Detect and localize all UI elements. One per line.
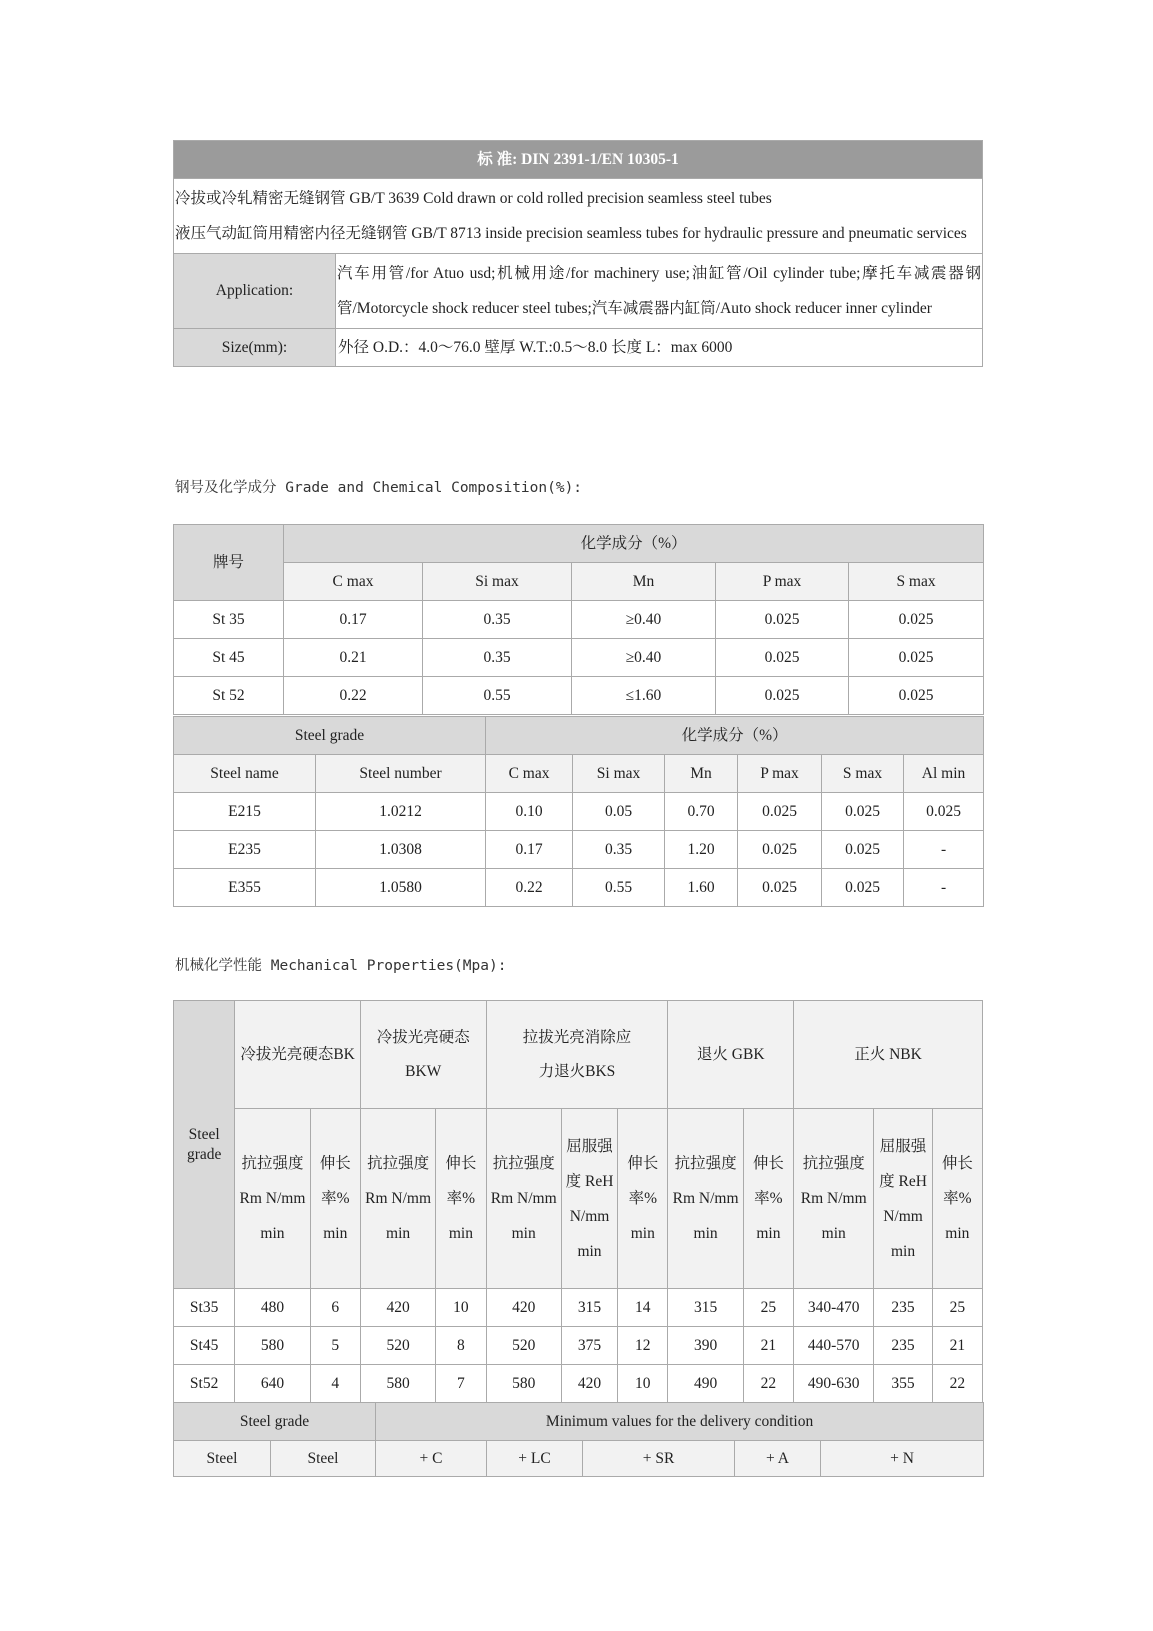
mech-sub-rm: 抗拉强度Rm N/mm min <box>486 1109 561 1289</box>
cell: 0.22 <box>486 869 573 907</box>
chem2-col: Mn <box>665 755 738 793</box>
cell: 520 <box>486 1327 561 1365</box>
cell: 0.10 <box>486 793 573 831</box>
delivery-table <box>173 1402 984 1477</box>
cell: 22 <box>932 1365 982 1403</box>
cell: 0.025 <box>716 601 849 639</box>
mech-grade-label: Steel grade <box>174 1001 235 1289</box>
cell: 1.0212 <box>316 793 486 831</box>
cell: 5 <box>310 1327 360 1365</box>
cell: E355 <box>174 869 316 907</box>
cell: 315 <box>561 1289 617 1327</box>
cell: 1.0308 <box>316 831 486 869</box>
cell: E215 <box>174 793 316 831</box>
mech-sub-rm: 抗拉强度Rm N/mm min <box>668 1109 743 1289</box>
cell: 580 <box>235 1327 310 1365</box>
chem2-col: C max <box>486 755 573 793</box>
cell: 22 <box>743 1365 793 1403</box>
chem2-col: Al min <box>904 755 984 793</box>
cell: 0.35 <box>423 639 572 677</box>
cell: 1.20 <box>665 831 738 869</box>
cell: 0.35 <box>573 831 665 869</box>
cell: 390 <box>668 1327 743 1365</box>
cell: St52 <box>174 1365 235 1403</box>
cell: 4 <box>310 1365 360 1403</box>
cell: 0.17 <box>284 601 423 639</box>
cell: 12 <box>618 1327 668 1365</box>
table-row <box>174 869 984 907</box>
cell: 0.22 <box>284 677 423 715</box>
cell: 0.05 <box>573 793 665 831</box>
cell: 1.60 <box>665 869 738 907</box>
chem1-col: S max <box>849 563 984 601</box>
mech-sub-reh: 屈服强度 ReH N/mm min <box>874 1109 932 1289</box>
size-value: 外径 O.D.：4.0～76.0 壁厚 W.T.:0.5～8.0 长度 L：max 6000 <box>336 329 983 367</box>
chem-table-1-block <box>173 524 983 715</box>
chem1-col: Si max <box>423 563 572 601</box>
cell: 480 <box>235 1289 310 1327</box>
mech-sub-elong: 伸长率% min <box>310 1109 360 1289</box>
cell: 580 <box>486 1365 561 1403</box>
chem1-col: C max <box>284 563 423 601</box>
cell: 21 <box>743 1327 793 1365</box>
mech-sub-rm: 抗拉强度Rm N/mm min <box>360 1109 435 1289</box>
cell: St 52 <box>174 677 284 715</box>
mech-sub-elong: 伸长率% min <box>743 1109 793 1289</box>
chem2-col: Steel name <box>174 755 316 793</box>
delivery-table-block <box>173 1402 983 1477</box>
cell: 0.55 <box>573 869 665 907</box>
chem-table-1 <box>173 524 984 715</box>
chem-table-2-block <box>173 716 983 907</box>
cell: 580 <box>360 1365 435 1403</box>
cell: 8 <box>436 1327 486 1365</box>
delivery-grade-label: Steel grade <box>174 1403 376 1441</box>
chem1-col: Mn <box>572 563 716 601</box>
cell: 25 <box>932 1289 982 1327</box>
cell: 0.55 <box>423 677 572 715</box>
mech-heading: 机械化学性能 Mechanical Properties(Mpa): <box>175 958 507 974</box>
cell: 0.025 <box>738 793 822 831</box>
cell: 0.21 <box>284 639 423 677</box>
cell: 14 <box>618 1289 668 1327</box>
cell: 340-470 <box>794 1289 874 1327</box>
standard-header: 标 准: DIN 2391-1/EN 10305-1 <box>174 141 983 179</box>
cell: 440-570 <box>794 1327 874 1365</box>
table-row <box>174 677 984 715</box>
cell: 0.70 <box>665 793 738 831</box>
table-row <box>174 793 984 831</box>
chem2-col: Steel number <box>316 755 486 793</box>
cell: 7 <box>436 1365 486 1403</box>
cell: 0.025 <box>822 793 904 831</box>
cell: 6 <box>310 1289 360 1327</box>
cell: ≤1.60 <box>572 677 716 715</box>
chem2-col: P max <box>738 755 822 793</box>
chem2-col: S max <box>822 755 904 793</box>
mech-table-block <box>173 1000 983 1403</box>
cell: 235 <box>874 1327 932 1365</box>
chem1-group-label: 化学成分（%） <box>284 525 984 563</box>
cell: 640 <box>235 1365 310 1403</box>
delivery-col: + A <box>735 1441 821 1477</box>
cell: 235 <box>874 1289 932 1327</box>
mech-sub-rm: 抗拉强度Rm N/mm min <box>794 1109 874 1289</box>
cell: 315 <box>668 1289 743 1327</box>
delivery-title: Minimum values for the delivery condition <box>376 1403 984 1441</box>
cell: 0.025 <box>822 831 904 869</box>
chem2-group-label: 化学成分（%） <box>486 717 984 755</box>
mech-sub-elong: 伸长率% min <box>618 1109 668 1289</box>
mech-sub-elong: 伸长率% min <box>932 1109 982 1289</box>
cell: 0.025 <box>716 639 849 677</box>
mech-group-bk: 冷拔光亮硬态BK <box>235 1001 361 1109</box>
table-row <box>174 1327 983 1365</box>
delivery-col: + N <box>821 1441 984 1477</box>
delivery-col: + SR <box>583 1441 735 1477</box>
application-value: 汽车用管/for Atuo usd;机械用途/for machinery use;油缸管/Oil cylinder tube;摩托车减震器钢管/Motorcycle shock reducer steel tubes;汽车减震器内缸筒/Auto shock reducer inner cylinder <box>336 254 983 329</box>
cell: 0.025 <box>849 677 984 715</box>
standard-block <box>173 140 983 367</box>
chem1-grade-label: 牌号 <box>174 525 284 601</box>
cell: St 45 <box>174 639 284 677</box>
cell: St45 <box>174 1327 235 1365</box>
table-row <box>174 1365 983 1403</box>
cell: 0.025 <box>849 639 984 677</box>
delivery-col: + LC <box>487 1441 583 1477</box>
chem1-col: P max <box>716 563 849 601</box>
cell: 0.17 <box>486 831 573 869</box>
cell: 355 <box>874 1365 932 1403</box>
cell: 420 <box>561 1365 617 1403</box>
table-row <box>174 639 984 677</box>
mech-sub-elong: 伸长率% min <box>436 1109 486 1289</box>
chem2-grade-label: Steel grade <box>174 717 486 755</box>
cell: St35 <box>174 1289 235 1327</box>
mech-group-nbk: 正火 NBK <box>794 1001 983 1109</box>
delivery-col: Steel <box>271 1441 376 1477</box>
delivery-col: + C <box>376 1441 487 1477</box>
table-row <box>174 601 984 639</box>
cell: 0.025 <box>849 601 984 639</box>
cell: 520 <box>360 1327 435 1365</box>
cell: 25 <box>743 1289 793 1327</box>
mech-group-bkw: 冷拔光亮硬态BKW <box>360 1001 486 1109</box>
cell: 10 <box>436 1289 486 1327</box>
mech-group-gbk: 退火 GBK <box>668 1001 794 1109</box>
table-row <box>174 831 984 869</box>
standard-table <box>173 140 983 367</box>
cell: 420 <box>486 1289 561 1327</box>
cell: 0.35 <box>423 601 572 639</box>
application-label: Application: <box>174 254 336 329</box>
cell: - <box>904 831 984 869</box>
cell: ≥0.40 <box>572 601 716 639</box>
standard-desc-2: 液压气动缸筒用精密内径无缝钢管 GB/T 8713 inside precision seamless tubes for hydraulic pressure and pneumatic services <box>175 225 967 242</box>
cell: 0.025 <box>904 793 984 831</box>
cell: 420 <box>360 1289 435 1327</box>
cell: 10 <box>618 1365 668 1403</box>
mech-table <box>173 1000 983 1403</box>
delivery-col: Steel <box>174 1441 271 1477</box>
cell: E235 <box>174 831 316 869</box>
cell: 490 <box>668 1365 743 1403</box>
cell: ≥0.40 <box>572 639 716 677</box>
standard-desc <box>174 179 983 254</box>
cell: 21 <box>932 1327 982 1365</box>
cell: 0.025 <box>716 677 849 715</box>
chem-heading: 钢号及化学成分 Grade and Chemical Composition(%): <box>175 480 583 496</box>
mech-group-bks: 拉拔光亮消除应力退火BKS <box>486 1001 668 1109</box>
standard-desc-1: 冷拔或冷轧精密无缝钢管 GB/T 3639 Cold drawn or cold rolled precision seamless steel tubes <box>175 190 772 207</box>
cell: 1.0580 <box>316 869 486 907</box>
cell: 0.025 <box>822 869 904 907</box>
chem-table-2 <box>173 716 984 907</box>
cell: 0.025 <box>738 831 822 869</box>
cell: 490-630 <box>794 1365 874 1403</box>
cell: St 35 <box>174 601 284 639</box>
cell: - <box>904 869 984 907</box>
chem2-col: Si max <box>573 755 665 793</box>
cell: 375 <box>561 1327 617 1365</box>
table-row <box>174 1289 983 1327</box>
mech-sub-rm: 抗拉强度Rm N/mm min <box>235 1109 310 1289</box>
size-label: Size(mm): <box>174 329 336 367</box>
mech-sub-reh: 屈服强度 ReH N/mm min <box>561 1109 617 1289</box>
cell: 0.025 <box>738 869 822 907</box>
